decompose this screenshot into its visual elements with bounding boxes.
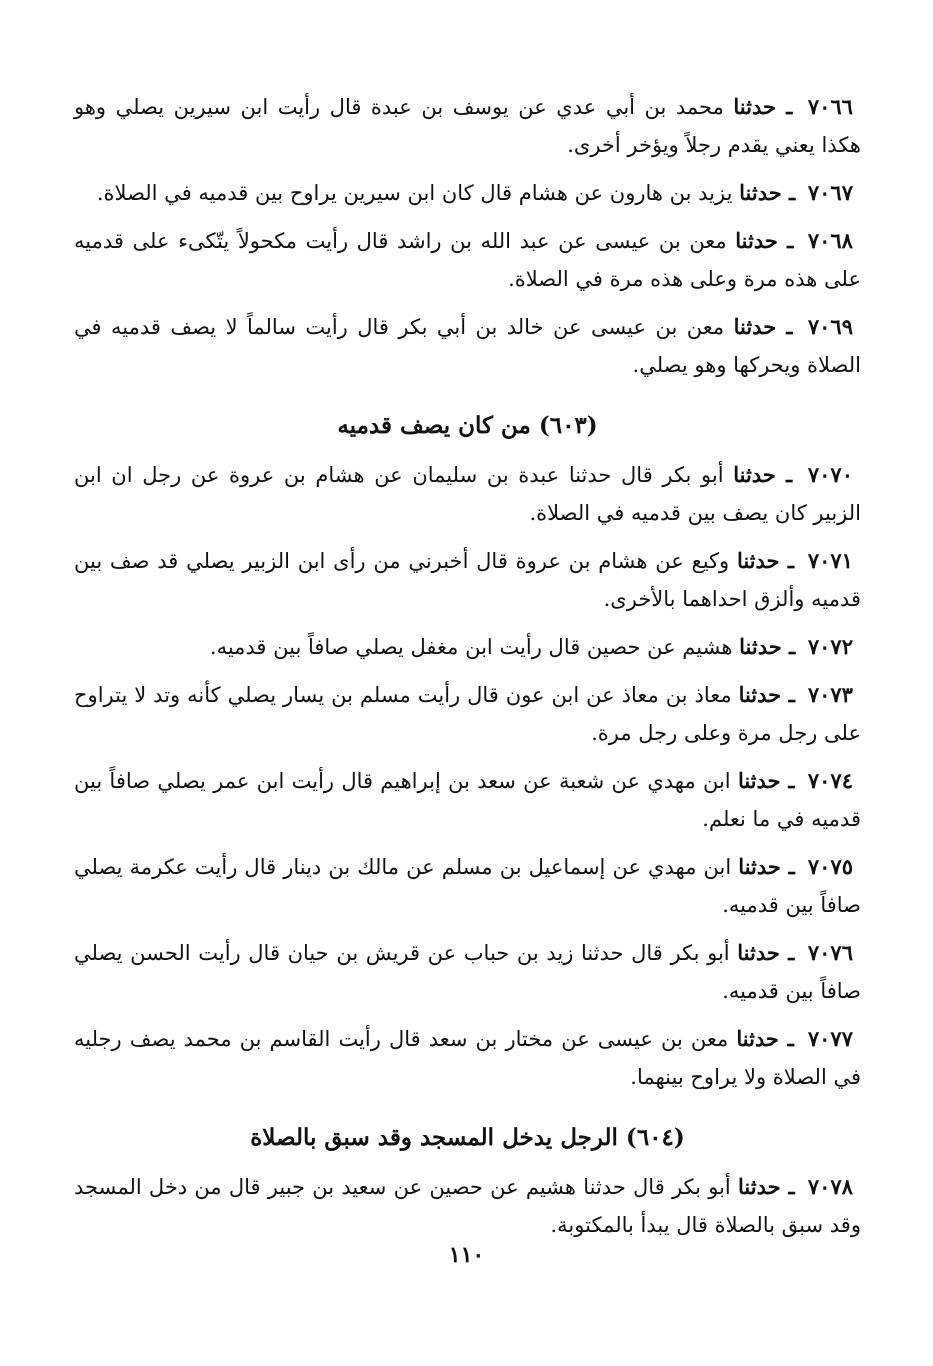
hadith-text: معاذ بن معاذ عن ابن عون قال رأيت مسلم بن يسار يصلي كأنه وتد لا يتراوح على رجل مرة وعلى رجل مرة. — [74, 683, 861, 745]
hadith-lead: ـ حدثنا — [738, 682, 795, 707]
hadith-entry-7073 — [74, 676, 861, 752]
hadith-number: ٧٠٧٢ — [807, 634, 853, 659]
hadith-lead: ـ حدثنا — [738, 854, 795, 879]
hadith-number: ٧٠٧٤ — [807, 768, 853, 793]
hadith-number: ٧٠٦٩ — [807, 314, 853, 339]
hadith-text: ابن مهدي عن إسماعيل بن مسلم عن مالك بن دينار قال رأيت عكرمة يصلي صافاً بين قدميه. — [74, 855, 861, 917]
hadith-number: ٧٠٧٣ — [807, 682, 853, 707]
hadith-lead: ـ حدثنا — [736, 1026, 794, 1051]
chapter-heading-604: (٦٠٤) الرجل يدخل المسجد وقد سبق بالصلاة — [250, 1124, 685, 1151]
hadith-number: ٧٠٧٦ — [807, 940, 853, 965]
hadith-text: أبو بكر قال حدثنا عبدة بن سليمان عن هشام بن عروة عن رجل ان ابن الزبير كان يصف بين قدميه في الصلاة. — [74, 463, 861, 525]
hadith-entry-7075 — [74, 848, 861, 924]
hadith-text: هشيم عن حصين قال رأيت ابن مغفل يصلي صافاً بين قدميه. — [209, 635, 733, 659]
hadith-number: ٧٠٧١ — [807, 548, 853, 573]
hadith-lead: ـ حدثنا — [737, 768, 795, 793]
hadith-text: معن بن عيسى عن مختار بن سعد قال رأيت القاسم بن محمد يصف رجليه في الصلاة ولا يراوح بينهما. — [74, 1027, 861, 1089]
hadith-lead: ـ حدثنا — [733, 314, 793, 339]
hadith-number: ٧٠٦٧ — [807, 180, 853, 205]
hadith-text: وكيع عن هشام بن عروة قال أخبرني من رأى ابن الزبير يصلي قد صف بين قدميه وألزق احداهما بالأخرى. — [74, 549, 861, 611]
hadith-number: ٧٠٧٥ — [807, 854, 853, 879]
hadith-number: ٧٠٧٨ — [807, 1174, 853, 1199]
chapter-heading-603: (٦٠٣) من كان يصف قدميه — [337, 412, 598, 439]
hadith-lead: ـ حدثنا — [738, 1174, 795, 1199]
hadith-text: ابن مهدي عن شعبة عن سعد بن إبراهيم قال رأيت ابن عمر يصلي صافاً بين قدميه في ما نعلم. — [74, 769, 861, 831]
hadith-lead: ـ حدثنا — [735, 228, 794, 253]
hadith-number: ٧٠٦٨ — [807, 228, 853, 253]
hadith-text: محمد بن أبي عدي عن يوسف بن عبدة قال رأيت ابن سيرين يصلي وهو هكذا يعني يقدم رجلاً ويؤخر أخرى. — [74, 95, 861, 157]
hadith-entry-7072 — [74, 628, 861, 666]
hadith-entry-7074 — [74, 762, 861, 838]
hadith-entry-7067 — [74, 174, 861, 212]
hadith-lead: ـ حدثنا — [733, 462, 793, 487]
hadith-entry-7076 — [74, 934, 861, 1010]
hadith-text: أبو بكر قال حدثنا زيد بن حباب عن قريش بن حيان قال رأيت الحسن يصلي صافاً بين قدميه. — [74, 941, 861, 1003]
hadith-entry-7069 — [74, 308, 861, 384]
hadith-text: معن بن عيسى عن خالد بن أبي بكر قال رأيت سالماً لا يصف قدميه في الصلاة ويحركها وهو يصلي. — [74, 315, 861, 377]
hadith-text: معن بن عيسى عن عبد الله بن راشد قال رأيت مكحولاً يتّكىء على قدميه على هذه مرة وعلى هذه مرة في الصلاة. — [74, 229, 861, 291]
page-number: ١١٠ — [448, 1242, 485, 1268]
hadith-entry-7068 — [74, 222, 861, 298]
hadith-number: ٧٠٧٧ — [807, 1026, 853, 1051]
hadith-entry-7071 — [74, 542, 861, 618]
hadith-entry-7066 — [74, 88, 861, 164]
hadith-text: أبو بكر قال حدثنا هشيم عن حصين عن سعيد بن جبير قال من دخل المسجد وقد سبق بالصلاة قال يبدأ بالمكتوبة. — [74, 1175, 861, 1237]
hadith-lead: ـ حدثنا — [737, 940, 795, 965]
hadith-number: ٧٠٧٠ — [807, 462, 853, 487]
hadith-lead: ـ حدثنا — [739, 634, 796, 659]
hadith-number: ٧٠٦٦ — [807, 94, 853, 119]
hadith-entry-7078 — [74, 1168, 861, 1244]
hadith-text: يزيد بن هارون عن هشام قال كان ابن سيرين يراوح بين قدميه في الصلاة. — [96, 181, 733, 205]
hadith-entry-7070 — [74, 456, 861, 532]
hadith-lead: ـ حدثنا — [739, 180, 796, 205]
hadith-entry-7077 — [74, 1020, 861, 1096]
hadith-lead: ـ حدثنا — [736, 548, 795, 573]
hadith-lead: ـ حدثنا — [733, 94, 793, 119]
